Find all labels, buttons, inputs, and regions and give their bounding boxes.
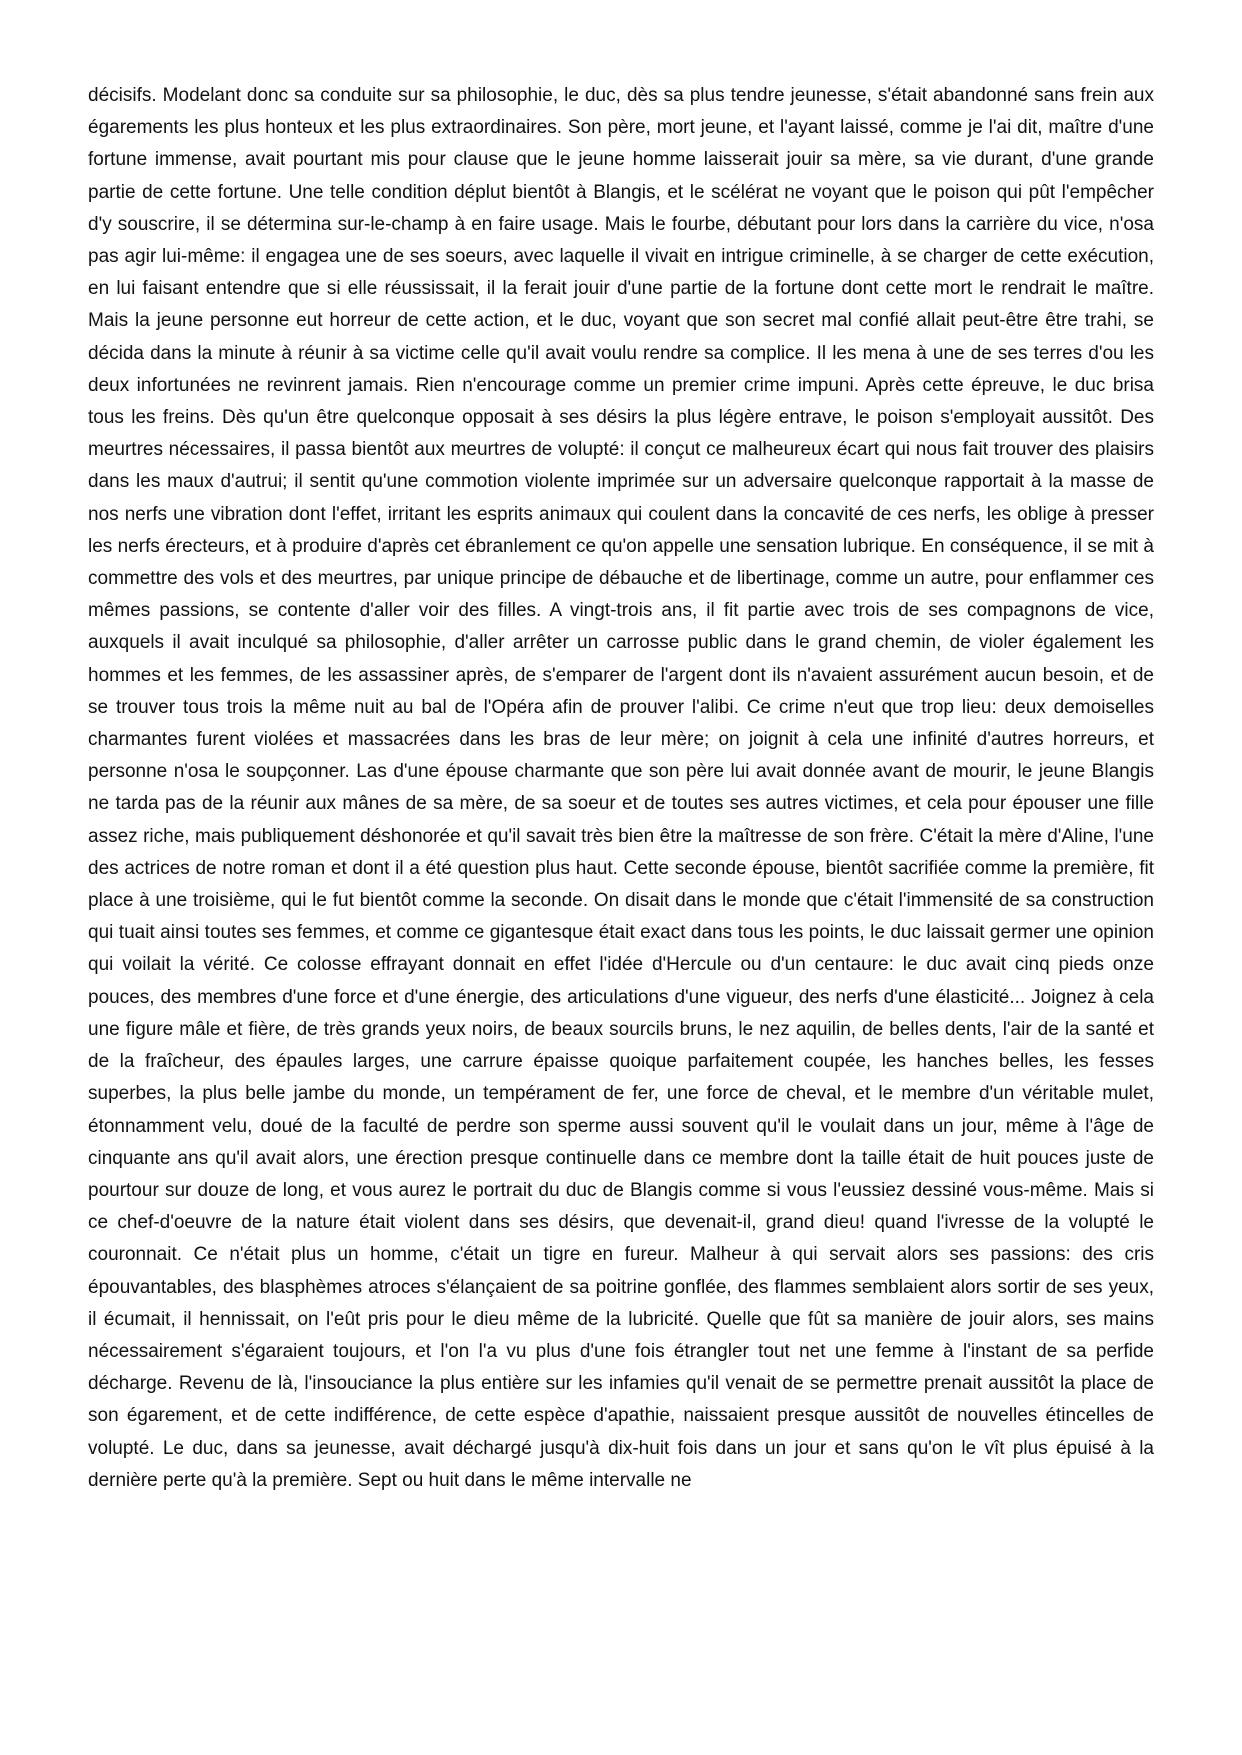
paragraph: décisifs. Modelant donc sa conduite sur sa philosophie, le duc, dès sa plus tendre jeunesse, s'était abandonné sans frein aux égarements les plus honteux et les plus extraordinaires. Son père, mort jeune, et l'ayant laissé, comme je l'ai dit, maître d'une fortune immense, avait pourtant mis pour clause que le jeune homme laisserait jouir sa mère, sa vie durant, d'une grande partie de cette fortune. Une telle condition déplut bientôt à Blangis, et le scélérat ne voyant que le poison qui pût l'empêcher d'y souscrire, il se détermina sur-le-champ à en faire usage. Mais le fourbe, débutant pour lors dans la carrière du vice, n'osa pas agir lui-même: il engagea une de ses soeurs, avec laquelle il vivait en intrigue criminelle, à se charger de cette exécution, en lui faisant entendre que si elle réussissait, il la ferait jouir d'une partie de la fortune dont cette mort le rendrait le maître. Mais la jeune personne eut horreur de cette action, et le duc, voyant que son secret mal confié allait peut-être être trahi, se décida dans la minute à réunir à sa victime celle qu'il avait voulu rendre sa complice. Il les mena à une de ses terres d'ou les deux infortunées ne revinrent jamais. Rien n'encourage comme un premier crime impuni. Après cette épreuve, le duc brisa tous les freins. Dès qu'un être quelconque opposait à ses désirs la plus légère entrave, le poison s'employait aussitôt. Des meurtres nécessaires, il passa bientôt aux meurtres de volupté: il conçut ce malheureux écart qui nous fait trouver des plaisirs dans les maux d'autrui; il sentit qu'une commotion violente imprimée sur un adversaire quelconque rapportait à la masse de nos nerfs une vibration dont l'effet, irritant les esprits animaux qui coulent dans la concavité de ces nerfs, les oblige à presser les nerfs érecteurs, et à produire d'après cet ébranlement ce qu'on appelle une sensation lubrique. En conséquence, il se mit à commettre des vols et des meurtres, par unique principe de débauche et de libertinage, comme un autre, pour enflammer ces mêmes passions, se contente d'aller voir des filles. A vingt-trois ans, il fit partie avec trois de ses compagnons de vice, auxquels il avait inculqué sa philosophie, d'aller arrêter un carrosse public dans le grand chemin, de violer également les hommes et les femmes, de les assassiner après, de s'emparer de l'argent dont ils n'avaient assurément aucun besoin, et de se trouver tous trois la même nuit au bal de l'Opéra afin de prouver l'alibi. Ce crime n'eut que trop lieu: deux demoiselles charmantes furent violées et massacrées dans les bras de leur mère; on joignit à cela une infinité d'autres horreurs, et personne n'osa le soupçonner. Las d'une épouse charmante que son père lui avait donnée avant de mourir, le jeune Blangis ne tarda pas de la réunir aux mânes de sa mère, de sa soeur et de toutes ses autres victimes, et cela pour épouser une fille assez riche, mais publiquement déshonorée et qu'il savait très bien être la maîtresse de son frère. C'était la mère d'Aline, l'une des actrices de notre roman et dont il a été question plus haut. Cette seconde épouse, bientôt sacrifiée comme la première, fit place à une troisième, qui le fut bientôt comme la seconde. On disait dans le monde que c'était l'immensité de sa construction qui tuait ainsi toutes ses femmes, et comme ce gigantesque était exact dans tous les points, le duc laissait germer une opinion qui voilait la vérité. Ce colosse effrayant donnait en effet l'idée d'Hercule ou d'un centaure: le duc avait cinq pieds onze pouces, des membres d'une force et d'une énergie, des articulations d'une vigueur, des nerfs d'une élasticité... Joignez à cela une figure mâle et fière, de très grands yeux noirs, de beaux sourcils bruns, le nez aquilin, de belles dents, l'air de la santé et de la fraîcheur, des épaules larges, une carrure épaisse quoique parfaitement coupée, les hanches belles, les fesses superbes, la plus belle jambe du monde, un tempérament de fer, une force de cheval, et le membre d'un véritable mulet, étonnamment velu, doué de la faculté de perdre son sperme aussi souvent qu'il le voulait dans un jour, même à l'âge de cinquante ans qu'il avait alors, une érection presque continuelle dans ce membre dont la taille était de huit pouces juste de pourtour sur douze de long, et vous aurez le portrait du duc de Blangis comme si vous l'eussiez dessiné vous-même. Mais si ce chef-d'oeuvre de la nature était violent dans ses désirs, que devenait-il, grand dieu! quand l'ivresse de la volupté le couronnait. Ce n'était plus un homme, c'était un tigre en fureur. Malheur à qui servait alors ses passions: des cris épouvantables, des blasphèmes atroces s'élançaient de sa poitrine gonflée, des flammes semblaient alors sortir de ses yeux, il écumait, il hennissait, on l'eût pris pour le dieu même de la lubricité. Quelle que fût sa manière de jouir alors, ses mains nécessairement s'égaraient toujours, et l'on l'a vu plus d'une fois étrangler tout net une femme à l'instant de sa perfide décharge. Revenu de là, l'insouciance la plus entière sur les infamies qu'il venait de se permettre prenait aussitôt la place de son égarement, et de cette indifférence, de cette espèce d'apathie, naissaient presque aussitôt de nouvelles étincelles de volupté. Le duc, dans sa jeunesse, avait déchargé jusqu'à dix-huit fois dans un jour et sans qu'on le vît plus épuisé à la dernière perte qu'à la première. Sept ou huit dans le même intervalle ne [88,85,1154,1491]
body-text [88,80,1154,1497]
